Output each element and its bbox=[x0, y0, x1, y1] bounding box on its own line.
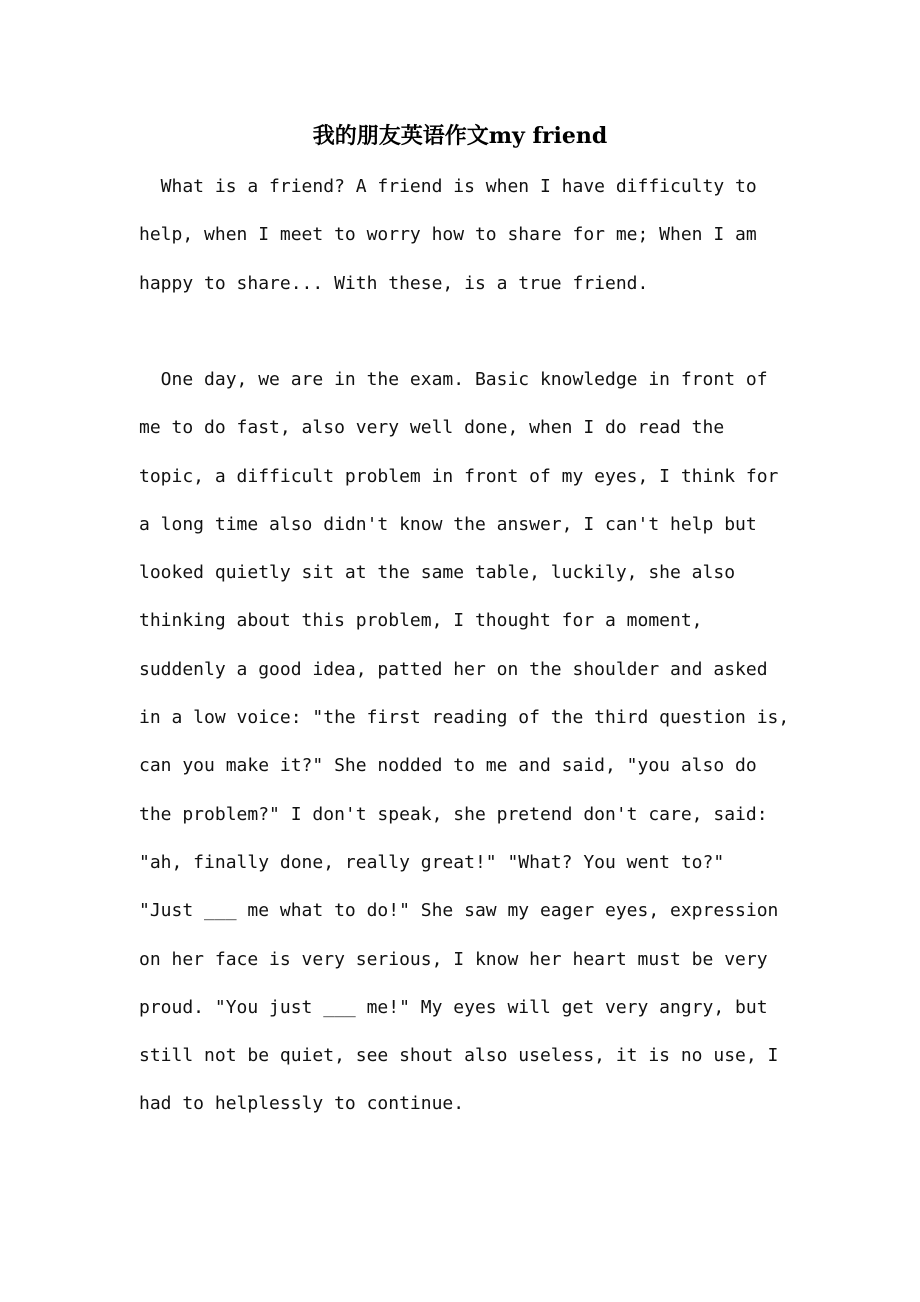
paragraph-line: on her face is very serious, I know her heart must be very bbox=[139, 948, 768, 970]
paragraph-line: "Just ___ me what to do!" She saw my eager eyes, expression bbox=[139, 900, 779, 922]
paragraph-1 bbox=[139, 163, 799, 308]
paragraph-line: can you make it?" She nodded to me and said, "you also do bbox=[139, 755, 757, 777]
paragraph-line: help, when I meet to worry how to share for me; When I am bbox=[139, 224, 757, 246]
paragraph-2 bbox=[139, 356, 799, 1129]
paragraph-line: still not be quiet, see shout also useless, it is no use, I bbox=[139, 1045, 779, 1067]
paragraph-line: topic, a difficult problem in front of my eyes, I think for bbox=[139, 465, 779, 487]
paragraph-line: me to do fast, also very well done, when I do read the bbox=[139, 417, 725, 439]
paragraph-line: the problem?" I don't speak, she pretend don't care, said: bbox=[139, 803, 768, 825]
paragraph-line: One day, we are in the exam. Basic knowledge in front of bbox=[139, 369, 768, 390]
paragraph-line: looked quietly sit at the same table, luckily, she also bbox=[139, 562, 736, 584]
paragraph-line: a long time also didn't know the answer, I can't help but bbox=[139, 513, 757, 535]
paragraph-line: in a low voice: "the first reading of the third question is, bbox=[139, 707, 790, 729]
paragraph-line: proud. "You just ___ me!" My eyes will get very angry, but bbox=[139, 996, 768, 1018]
paragraph-line: had to helplessly to continue. bbox=[139, 1093, 465, 1115]
paragraph-line: happy to share... With these, is a true friend. bbox=[139, 272, 649, 294]
paragraph-line: suddenly a good idea, patted her on the shoulder and asked bbox=[139, 658, 768, 680]
document-title: 我的朋友英语作文my friend bbox=[312, 123, 608, 149]
paragraph-line: thinking about this problem, I thought for a moment, bbox=[139, 610, 703, 632]
paragraph-line: What is a friend? A friend is when I have difficulty to bbox=[139, 176, 757, 197]
paragraph-line: "ah, finally done, really great!" "What? You went to?" bbox=[139, 851, 725, 873]
